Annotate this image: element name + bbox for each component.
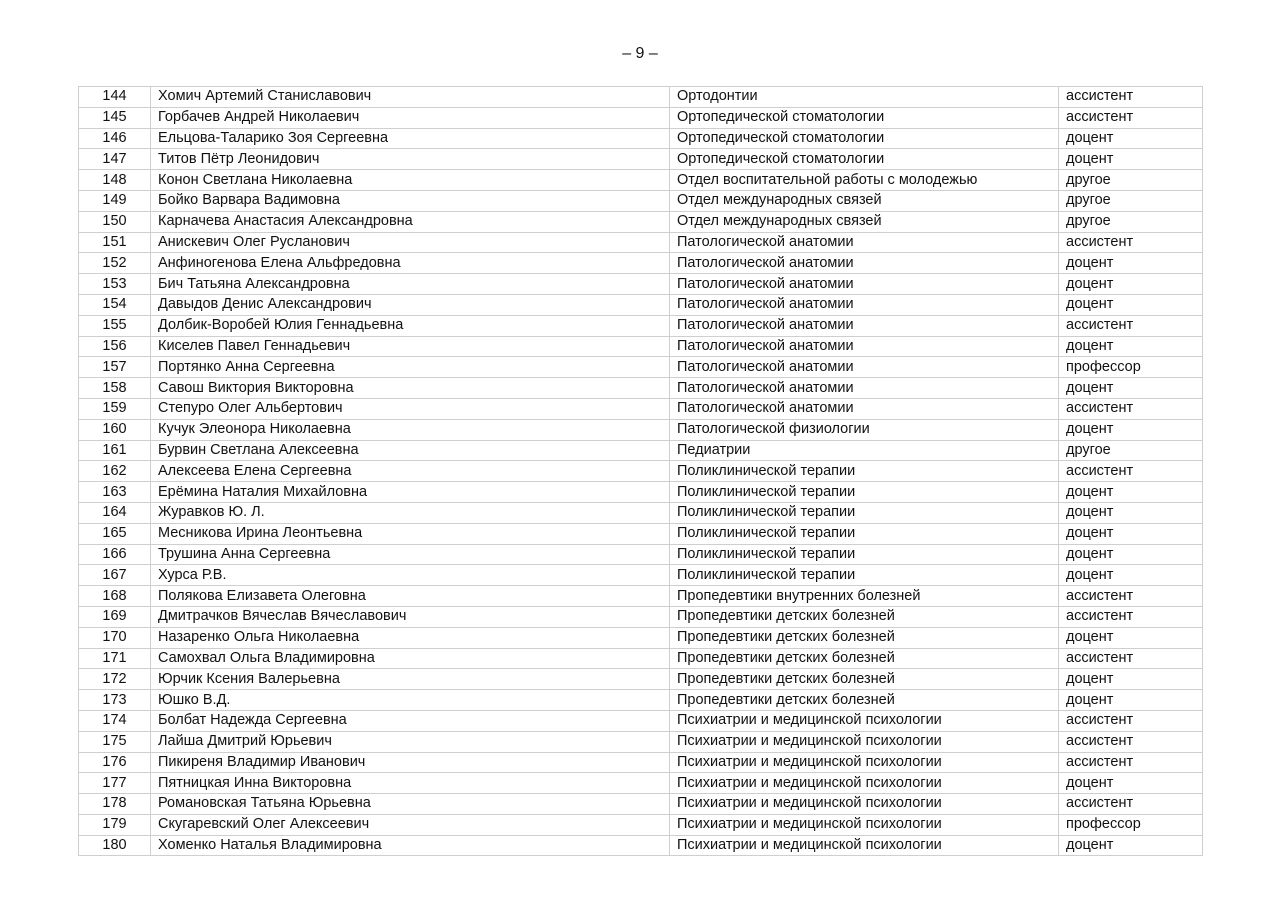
employee-position: доцент <box>1059 482 1203 503</box>
department-name: Психиатрии и медицинской психологии <box>670 731 1059 752</box>
department-name: Поликлинической терапии <box>670 565 1059 586</box>
employee-name: Бурвин Светлана Алексеевна <box>151 440 670 461</box>
table-row <box>79 378 1203 399</box>
employee-name: Киселев Павел Геннадьевич <box>151 336 670 357</box>
employee-position: ассистент <box>1059 752 1203 773</box>
employee-name: Юшко В.Д. <box>151 690 670 711</box>
table-row <box>79 544 1203 565</box>
employee-name: Долбик-Воробей Юлия Геннадьевна <box>151 315 670 336</box>
department-name: Патологической анатомии <box>670 253 1059 274</box>
row-number: 161 <box>79 440 151 461</box>
row-number: 178 <box>79 794 151 815</box>
row-number: 154 <box>79 294 151 315</box>
table-row <box>79 336 1203 357</box>
department-name: Пропедевтики детских болезней <box>670 669 1059 690</box>
row-number: 157 <box>79 357 151 378</box>
row-number: 148 <box>79 170 151 191</box>
table-row <box>79 274 1203 295</box>
employee-position: доцент <box>1059 336 1203 357</box>
employee-position: ассистент <box>1059 586 1203 607</box>
employee-position: доцент <box>1059 835 1203 856</box>
table-row <box>79 211 1203 232</box>
table-row <box>79 149 1203 170</box>
employee-position: другое <box>1059 170 1203 191</box>
staff-table-body <box>79 87 1203 856</box>
row-number: 172 <box>79 669 151 690</box>
row-number: 169 <box>79 606 151 627</box>
table-row <box>79 502 1203 523</box>
row-number: 164 <box>79 502 151 523</box>
row-number: 158 <box>79 378 151 399</box>
table-row <box>79 731 1203 752</box>
staff-table <box>78 86 1203 856</box>
employee-name: Месникова Ирина Леонтьевна <box>151 523 670 544</box>
row-number: 156 <box>79 336 151 357</box>
employee-position: доцент <box>1059 544 1203 565</box>
department-name: Психиатрии и медицинской психологии <box>670 814 1059 835</box>
employee-position: другое <box>1059 190 1203 211</box>
department-name: Педиатрии <box>670 440 1059 461</box>
employee-name: Алексеева Елена Сергеевна <box>151 461 670 482</box>
table-row <box>79 814 1203 835</box>
employee-name: Пятницкая Инна Викторовна <box>151 773 670 794</box>
row-number: 153 <box>79 274 151 295</box>
row-number: 152 <box>79 253 151 274</box>
table-row <box>79 128 1203 149</box>
employee-name: Журавков Ю. Л. <box>151 502 670 523</box>
employee-position: другое <box>1059 211 1203 232</box>
department-name: Патологической анатомии <box>670 357 1059 378</box>
row-number: 147 <box>79 149 151 170</box>
department-name: Пропедевтики детских болезней <box>670 627 1059 648</box>
table-row <box>79 752 1203 773</box>
department-name: Пропедевтики детских болезней <box>670 606 1059 627</box>
table-row <box>79 461 1203 482</box>
row-number: 176 <box>79 752 151 773</box>
department-name: Психиатрии и медицинской психологии <box>670 773 1059 794</box>
employee-name: Бойко Варвара Вадимовна <box>151 190 670 211</box>
department-name: Патологической анатомии <box>670 315 1059 336</box>
employee-name: Полякова Елизавета Олеговна <box>151 586 670 607</box>
employee-name: Лайша Дмитрий Юрьевич <box>151 731 670 752</box>
employee-position: доцент <box>1059 274 1203 295</box>
table-row <box>79 87 1203 108</box>
employee-name: Пикиреня Владимир Иванович <box>151 752 670 773</box>
employee-name: Конон Светлана Николаевна <box>151 170 670 191</box>
table-row <box>79 357 1203 378</box>
department-name: Патологической анатомии <box>670 378 1059 399</box>
page-number: – 9 – <box>622 45 658 62</box>
row-number: 155 <box>79 315 151 336</box>
row-number: 159 <box>79 398 151 419</box>
table-row <box>79 107 1203 128</box>
row-number: 162 <box>79 461 151 482</box>
employee-position: доцент <box>1059 378 1203 399</box>
employee-position: доцент <box>1059 128 1203 149</box>
employee-name: Хомич Артемий Станиславович <box>151 87 670 108</box>
employee-name: Юрчик Ксения Валерьевна <box>151 669 670 690</box>
department-name: Психиатрии и медицинской психологии <box>670 710 1059 731</box>
row-number: 167 <box>79 565 151 586</box>
employee-name: Романовская Татьяна Юрьевна <box>151 794 670 815</box>
department-name: Патологической физиологии <box>670 419 1059 440</box>
table-row <box>79 440 1203 461</box>
employee-name: Анфиногенова Елена Альфредовна <box>151 253 670 274</box>
employee-position: профессор <box>1059 814 1203 835</box>
employee-position: ассистент <box>1059 315 1203 336</box>
employee-position: другое <box>1059 440 1203 461</box>
employee-name: Хоменко Наталья Владимировна <box>151 835 670 856</box>
employee-name: Давыдов Денис Александрович <box>151 294 670 315</box>
employee-position: профессор <box>1059 357 1203 378</box>
employee-name: Бич Татьяна Александровна <box>151 274 670 295</box>
employee-name: Назаренко Ольга Николаевна <box>151 627 670 648</box>
row-number: 151 <box>79 232 151 253</box>
table-row <box>79 773 1203 794</box>
employee-position: доцент <box>1059 523 1203 544</box>
table-row <box>79 794 1203 815</box>
row-number: 177 <box>79 773 151 794</box>
table-row <box>79 586 1203 607</box>
table-row <box>79 190 1203 211</box>
department-name: Патологической анатомии <box>670 336 1059 357</box>
row-number: 146 <box>79 128 151 149</box>
employee-name: Дмитрачков Вячеслав Вячеславович <box>151 606 670 627</box>
employee-position: доцент <box>1059 149 1203 170</box>
employee-name: Болбат Надежда Сергеевна <box>151 710 670 731</box>
table-row <box>79 835 1203 856</box>
department-name: Поликлинической терапии <box>670 523 1059 544</box>
department-name: Психиатрии и медицинской психологии <box>670 794 1059 815</box>
department-name: Патологической анатомии <box>670 398 1059 419</box>
row-number: 144 <box>79 87 151 108</box>
department-name: Поликлинической терапии <box>670 482 1059 503</box>
row-number: 145 <box>79 107 151 128</box>
row-number: 179 <box>79 814 151 835</box>
table-row <box>79 170 1203 191</box>
employee-position: доцент <box>1059 294 1203 315</box>
department-name: Ортопедической стоматологии <box>670 107 1059 128</box>
employee-name: Горбачев Андрей Николаевич <box>151 107 670 128</box>
employee-name: Портянко Анна Сергеевна <box>151 357 670 378</box>
table-row <box>79 253 1203 274</box>
employee-position: ассистент <box>1059 87 1203 108</box>
department-name: Патологической анатомии <box>670 232 1059 253</box>
employee-name: Трушина Анна Сергеевна <box>151 544 670 565</box>
employee-name: Анискевич Олег Русланович <box>151 232 670 253</box>
table-row <box>79 606 1203 627</box>
employee-position: доцент <box>1059 419 1203 440</box>
department-name: Патологической анатомии <box>670 274 1059 295</box>
employee-position: доцент <box>1059 690 1203 711</box>
row-number: 173 <box>79 690 151 711</box>
department-name: Ортодонтии <box>670 87 1059 108</box>
employee-position: доцент <box>1059 669 1203 690</box>
row-number: 149 <box>79 190 151 211</box>
department-name: Психиатрии и медицинской психологии <box>670 752 1059 773</box>
employee-position: ассистент <box>1059 606 1203 627</box>
employee-position: доцент <box>1059 627 1203 648</box>
table-row <box>79 482 1203 503</box>
employee-position: ассистент <box>1059 398 1203 419</box>
employee-name: Степуро Олег Альбертович <box>151 398 670 419</box>
department-name: Ортопедической стоматологии <box>670 149 1059 170</box>
table-row <box>79 565 1203 586</box>
row-number: 180 <box>79 835 151 856</box>
employee-position: доцент <box>1059 253 1203 274</box>
employee-name: Кучук Элеонора Николаевна <box>151 419 670 440</box>
table-row <box>79 315 1203 336</box>
row-number: 168 <box>79 586 151 607</box>
employee-name: Скугаревский Олег Алексеевич <box>151 814 670 835</box>
employee-name: Ельцова-Таларико Зоя Сергеевна <box>151 128 670 149</box>
employee-position: ассистент <box>1059 794 1203 815</box>
table-row <box>79 627 1203 648</box>
row-number: 150 <box>79 211 151 232</box>
department-name: Пропедевтики внутренних болезней <box>670 586 1059 607</box>
table-row <box>79 398 1203 419</box>
row-number: 175 <box>79 731 151 752</box>
table-row <box>79 648 1203 669</box>
row-number: 165 <box>79 523 151 544</box>
employee-name: Хурса Р.В. <box>151 565 670 586</box>
table-row <box>79 669 1203 690</box>
table-row <box>79 710 1203 731</box>
department-name: Поликлинической терапии <box>670 461 1059 482</box>
table-row <box>79 294 1203 315</box>
row-number: 166 <box>79 544 151 565</box>
employee-position: ассистент <box>1059 710 1203 731</box>
row-number: 174 <box>79 710 151 731</box>
row-number: 163 <box>79 482 151 503</box>
employee-position: доцент <box>1059 565 1203 586</box>
row-number: 170 <box>79 627 151 648</box>
row-number: 160 <box>79 419 151 440</box>
table-row <box>79 419 1203 440</box>
department-name: Пропедевтики детских болезней <box>670 690 1059 711</box>
employee-position: ассистент <box>1059 731 1203 752</box>
employee-position: ассистент <box>1059 232 1203 253</box>
table-row <box>79 232 1203 253</box>
department-name: Отдел международных связей <box>670 211 1059 232</box>
employee-name: Ерёмина Наталия Михайловна <box>151 482 670 503</box>
department-name: Патологической анатомии <box>670 294 1059 315</box>
employee-position: ассистент <box>1059 648 1203 669</box>
employee-position: ассистент <box>1059 461 1203 482</box>
employee-name: Титов Пётр Леонидович <box>151 149 670 170</box>
employee-name: Карначева Анастасия Александровна <box>151 211 670 232</box>
employee-position: доцент <box>1059 502 1203 523</box>
employee-name: Самохвал Ольга Владимировна <box>151 648 670 669</box>
employee-position: доцент <box>1059 773 1203 794</box>
department-name: Отдел воспитательной работы с молодежью <box>670 170 1059 191</box>
department-name: Психиатрии и медицинской психологии <box>670 835 1059 856</box>
department-name: Поликлинической терапии <box>670 502 1059 523</box>
employee-name: Савош Виктория Викторовна <box>151 378 670 399</box>
table-row <box>79 523 1203 544</box>
department-name: Пропедевтики детских болезней <box>670 648 1059 669</box>
employee-position: ассистент <box>1059 107 1203 128</box>
row-number: 171 <box>79 648 151 669</box>
department-name: Ортопедической стоматологии <box>670 128 1059 149</box>
table-row <box>79 690 1203 711</box>
department-name: Поликлинической терапии <box>670 544 1059 565</box>
department-name: Отдел международных связей <box>670 190 1059 211</box>
